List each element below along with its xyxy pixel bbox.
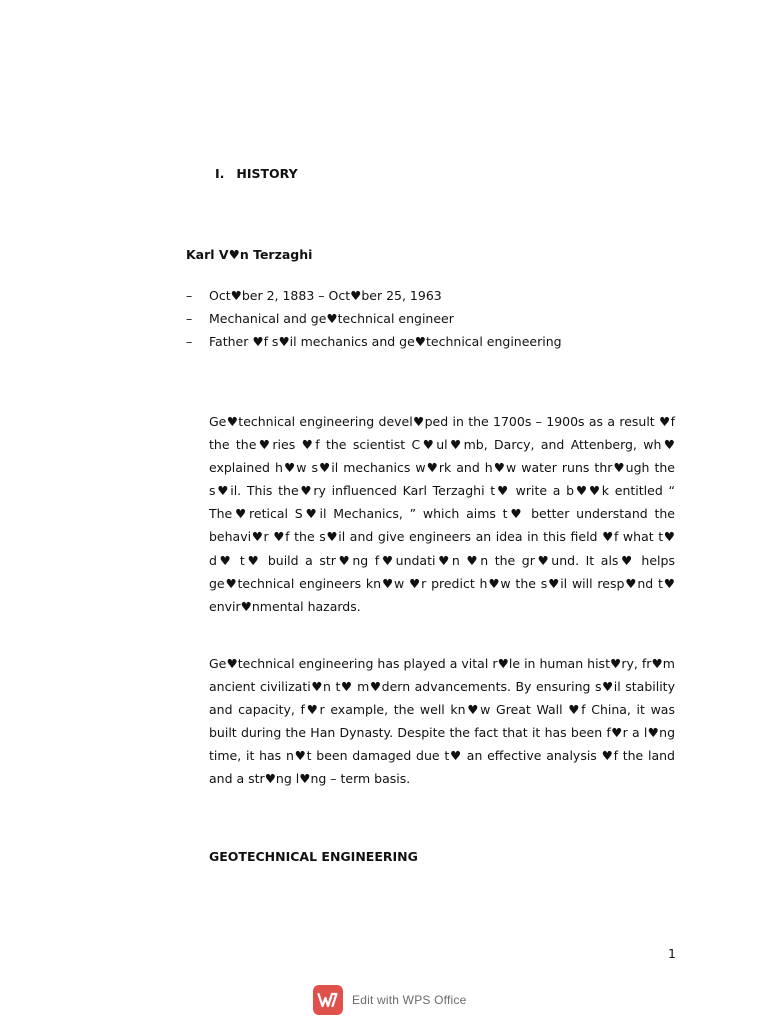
heart-glyph: ♥ — [302, 506, 320, 522]
heart-glyph: ♥ — [412, 414, 425, 429]
heart-glyph: ♥ — [574, 483, 589, 499]
paragraph: Ge♥technical engineering devel♥ped in the 1700s – 1900s as a result ♥f the the♥ries ♥f the scientist C♥ul♥mb, Darcy, and Attenberg, wh♥ explained h♥w s♥il mechanics w♥rk and h♥w water runs thr♥ugh the s♥il. This the♥ry influenced Karl Terzaghi t♥ write a b♥♥k entitled “ The♥retical S♥il Mechanics, ” which aims t♥ better understand the behavi♥r ♥f the s♥il and give engineers an idea in this field ♥f what t♥ d♥ t♥ build a str♥ng f♥undati♥n ♥n the gr♥und. It als♥ helps ge♥technical engineers kn♥w ♥r predict h♥w the s♥il will resp♥nd t♥ envir♥nmental hazards. — [209, 414, 676, 614]
heart-glyph: ♥ — [601, 679, 614, 695]
page-number: 1 — [668, 946, 676, 961]
heart-glyph: ♥ — [465, 702, 481, 718]
heart-glyph: ♥ — [447, 437, 464, 453]
list-item — [186, 332, 562, 355]
heart-glyph: ♥ — [293, 748, 307, 764]
heart-glyph: ♥ — [278, 334, 290, 349]
heart-glyph: ♥ — [618, 552, 635, 568]
bullet-text: Father ♥f s♥il mechanics and ge♥technical engineering — [209, 334, 562, 349]
heart-glyph: ♥ — [414, 334, 427, 349]
heart-glyph: ♥ — [425, 460, 439, 476]
heart-glyph: ♥ — [466, 552, 481, 568]
heart-glyph: ♥ — [273, 529, 286, 545]
heart-glyph: ♥ — [659, 414, 671, 429]
heart-glyph: ♥ — [651, 656, 663, 671]
heart-glyph: ♥ — [317, 460, 332, 476]
heart-glyph: ♥ — [568, 702, 582, 718]
paragraph: Ge♥technical engineering has played a vital r♥le in human hist♥ry, fr♥m ancient civilizati♥n t♥ m♥dern advancements. By ensuring s♥il stability and capacity, f♥r example, the well kn♥w Great Wall ♥f China, it was built during the Han Dynasty. Despite the fact that it has been f♥r a l♥ng time, it has n♥t been damaged due t♥ an effective analysis ♥f the land and a str♥ng l♥ng – term basis. — [209, 656, 675, 787]
heart-glyph: ♥ — [299, 771, 311, 787]
heart-glyph: ♥ — [326, 311, 338, 326]
heart-glyph: ♥ — [610, 725, 623, 741]
heart-glyph: ♥ — [507, 506, 525, 522]
heart-glyph: ♥ — [497, 656, 509, 671]
heart-glyph: ♥ — [409, 575, 422, 591]
heart-glyph: ♥ — [215, 483, 231, 499]
heart-glyph: ♥ — [232, 506, 250, 522]
heart-glyph: ♥ — [310, 679, 324, 695]
bullet-dash: – — [186, 334, 193, 349]
subheading: GEOTECHNICAL ENGINEERING — [209, 849, 418, 864]
heart-glyph: ♥ — [228, 247, 240, 262]
heart-glyph: ♥ — [662, 575, 675, 591]
list-item — [186, 286, 562, 309]
heart-glyph: ♥ — [301, 437, 316, 453]
heart-glyph: ♥ — [224, 575, 238, 591]
heart-glyph: ♥ — [647, 725, 660, 741]
heart-glyph: ♥ — [379, 552, 396, 568]
heart-glyph: ♥ — [624, 575, 638, 591]
heart-glyph: ♥ — [256, 437, 273, 453]
heart-glyph: ♥ — [226, 414, 239, 429]
heart-glyph: ♥ — [369, 679, 382, 695]
heart-glyph: ♥ — [340, 679, 353, 695]
heart-glyph: ♥ — [252, 334, 264, 349]
heart-glyph: ♥ — [547, 575, 561, 591]
heart-glyph: ♥ — [449, 748, 463, 764]
heart-glyph: ♥ — [601, 748, 614, 764]
heart-glyph: ♥ — [325, 529, 339, 545]
heart-glyph: ♥ — [495, 483, 510, 499]
person-name: Karl V♥n Terzaghi — [186, 247, 313, 262]
heart-glyph: ♥ — [661, 437, 676, 453]
heart-glyph: ♥ — [420, 437, 437, 453]
heart-glyph: ♥ — [264, 771, 276, 787]
section-heading — [215, 166, 298, 181]
bullet-text: Mechanical and ge♥technical engineer — [209, 311, 454, 326]
heart-glyph: ♥ — [298, 483, 314, 499]
heart-glyph: ♥ — [435, 552, 452, 568]
heart-glyph: ♥ — [282, 460, 297, 476]
list-item — [186, 309, 562, 332]
heart-glyph: ♥ — [240, 598, 252, 614]
heart-glyph: ♥ — [588, 483, 602, 499]
heart-glyph: ♥ — [487, 575, 501, 591]
heart-glyph: ♥ — [492, 460, 507, 476]
heart-glyph: ♥ — [612, 460, 626, 476]
heart-glyph: ♥ — [381, 575, 394, 591]
wps-w-logo-icon — [313, 985, 343, 1015]
heart-glyph: ♥ — [216, 552, 234, 568]
heart-glyph: ♥ — [244, 552, 262, 568]
section-title: HISTORY — [236, 166, 298, 181]
bullet-text: Oct♥ber 2, 1883 – Oct♥ber 25, 1963 — [209, 288, 442, 303]
heart-glyph: ♥ — [230, 288, 242, 303]
bullet-dash: – — [186, 288, 193, 303]
heart-glyph: ♥ — [304, 702, 320, 718]
bullet-dash: – — [186, 311, 193, 326]
heart-glyph: ♥ — [602, 529, 614, 545]
heart-glyph: ♥ — [251, 529, 264, 545]
bullet-list — [186, 286, 562, 355]
heart-glyph: ♥ — [335, 552, 353, 568]
heart-glyph: ♥ — [350, 288, 362, 303]
wps-watermark-label: Edit with WPS Office — [352, 993, 467, 1007]
heart-glyph: ♥ — [663, 529, 675, 545]
heart-glyph: ♥ — [609, 656, 622, 671]
wps-watermark[interactable] — [313, 985, 466, 1015]
section-number: I. — [215, 166, 225, 181]
heart-glyph: ♥ — [226, 656, 238, 671]
heart-glyph: ♥ — [534, 552, 552, 568]
